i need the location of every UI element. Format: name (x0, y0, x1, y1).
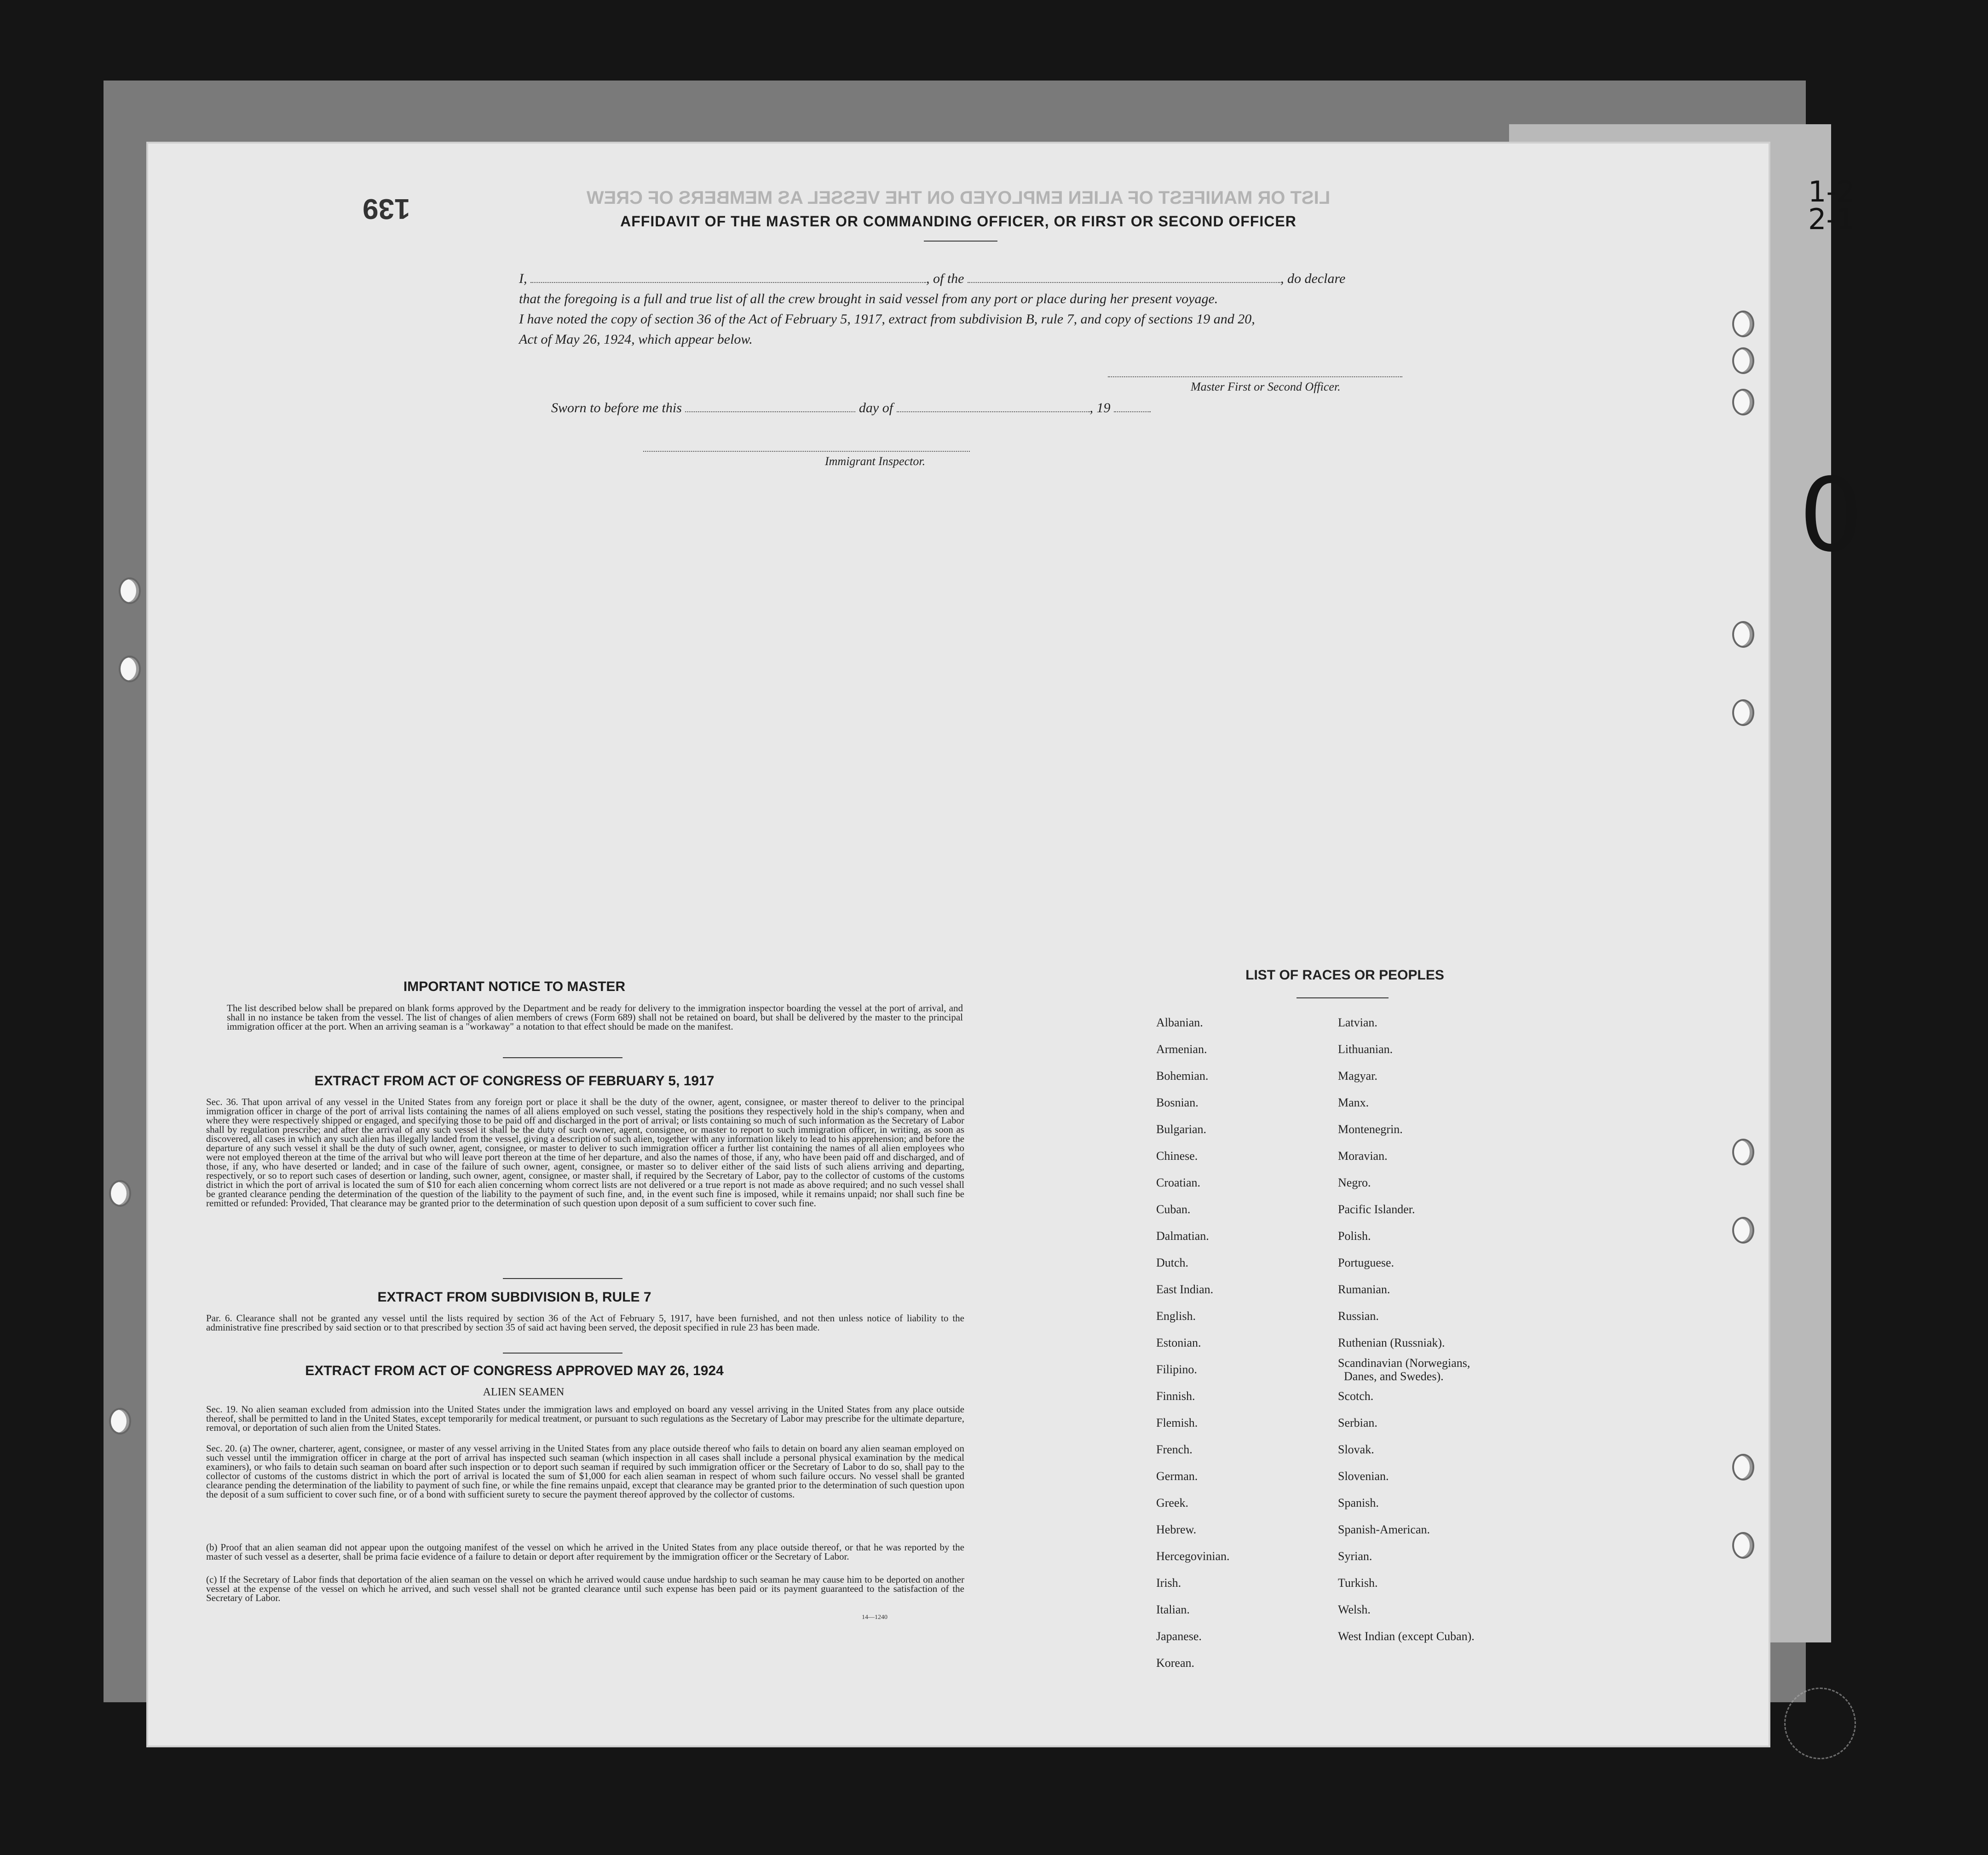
act-1917-title: EXTRACT FROM ACT OF CONGRESS OF FEBRUARY 5, 1917 (314, 1073, 715, 1089)
binder-hole (1732, 1217, 1754, 1244)
sworn-year: , 19 (1089, 400, 1111, 415)
act-1924-title: EXTRACT FROM ACT OF CONGRESS APPROVED MAY 26, 1924 (305, 1363, 724, 1378)
sworn-line (551, 400, 1151, 416)
sec-19-text: Sec. 19. No alien seaman excluded from admission into the United States under the immigration laws and employed on board any vessel arriving in the United States from any place outside thereof, shall be permitted to land in the United States, except temporarily for medical treatment, or pursuant to such regulations as the Secretary of Labor may prescribe for the ultimate departure, removal, or deportation of such alien from the United States. (206, 1404, 964, 1433)
race-item: West Indian (except Cuban). (1338, 1630, 1475, 1643)
sworn-year-blank[interactable] (1114, 402, 1151, 412)
handwritten-number-2: 2-1 (1808, 202, 1855, 236)
notice-text: The list described below shall be prepared on blank forms approved by the Department and be ready for delivery to the immigration inspector boarding the vessel at the port of arrival, and shall in no instance be taken from the vessel. The list of changes of alien members of crews (Form 689) shall not be retained on board, but shall be delivered by the master to the principal immigration officer at the port. When an arriving seaman is a "workaway" a notation to that effect should be made on the manifest. (227, 1002, 963, 1032)
handwritten-zero: 0 (1799, 456, 1863, 574)
binder-hole (1732, 347, 1754, 374)
rule-7-text: Par. 6. Clearance shall not be granted any vessel until the lists required by section 36 of the Act of February 5, 1917, have been furnished, and not then unless notice of liability to the administrative fine prescribed by said section or to that prescribed by section 35 of said act having been served, the deposit specified in rule 23 has been made. (206, 1313, 964, 1333)
races-title: LIST OF RACES OR PEOPLES (1245, 968, 1444, 983)
affidavit-title: AFFIDAVIT OF THE MASTER OR COMMANDING OFFICER, OR FIRST OR SECOND OFFICER (620, 213, 1297, 230)
race-item: Filipino. (1156, 1363, 1197, 1376)
race-item: Ruthenian (Russniak). (1338, 1336, 1445, 1349)
race-item: Hebrew. (1156, 1523, 1197, 1536)
notice-title: IMPORTANT NOTICE TO MASTER (403, 979, 626, 994)
race-item: Scotch. (1338, 1389, 1374, 1403)
master-signature-label: Master First or Second Officer. (1191, 380, 1341, 393)
race-item: Estonian. (1156, 1336, 1201, 1349)
race-item: Chinese. (1156, 1149, 1198, 1163)
inspector-label: Immigrant Inspector. (825, 455, 926, 468)
race-item: East Indian. (1156, 1283, 1214, 1296)
binder-hole (1732, 1532, 1754, 1559)
race-item: Slovenian. (1338, 1469, 1389, 1483)
race-item: Russian. (1338, 1309, 1379, 1323)
race-item: Croatian. (1156, 1176, 1201, 1189)
race-item: Albanian. (1156, 1016, 1203, 1029)
race-item: Finnish. (1156, 1389, 1195, 1403)
binder-hole (119, 656, 141, 682)
vessel-blank[interactable] (968, 273, 1280, 283)
affidavit-text-i: I, (519, 271, 527, 286)
sec-20c-text: (c) If the Secretary of Labor finds that deportation of the alien seaman on the vessel on which he arrived would cause undue hardship to such seaman he may cause him to be deported on another vessel at the expense of the vessel on which he arrived, and such vessel shall not be granted clearance until such expense has been paid or its payment guaranteed to the satisfaction of the Secretary of Labor. (206, 1574, 964, 1603)
race-item: Pacific Islander. (1338, 1203, 1415, 1216)
race-item: Syrian. (1338, 1550, 1372, 1563)
race-item: Rumanian. (1338, 1283, 1390, 1296)
page-number: 139 (363, 193, 410, 225)
race-item: Serbian. (1338, 1416, 1377, 1429)
sworn-day-of: day of (859, 400, 893, 415)
rule-7-title: EXTRACT FROM SUBDIVISION B, RULE 7 (377, 1290, 651, 1305)
affidavit-body (519, 269, 1577, 350)
race-item: Latvian. (1338, 1016, 1377, 1029)
bleedthrough-header: LIST OR MANIFEST OF ALIEN EMPLOYED ON THE VESSEL AS MEMBERS OF CREW (586, 188, 1331, 208)
race-item: Turkish. (1338, 1576, 1378, 1590)
binder-hole (109, 1180, 131, 1207)
act-1917-divider (503, 1278, 622, 1279)
affidavit-line-2: that the foregoing is a full and true list of all the crew brought in said vessel from any port or place during her present voyage. (519, 291, 1218, 306)
inspector-signature-line[interactable] (643, 451, 970, 452)
race-item: Korean. (1156, 1656, 1195, 1670)
binder-hole (1732, 699, 1754, 726)
race-item: German. (1156, 1469, 1198, 1483)
document-page (146, 142, 1770, 1747)
race-item: Dutch. (1156, 1256, 1189, 1269)
sworn-day-blank[interactable] (685, 402, 855, 412)
faint-stamp (1784, 1688, 1856, 1759)
handwritten-number-1: 1-2 (1808, 175, 1855, 208)
race-item: Scandinavian (Norwegians, Danes, and Swedes). (1338, 1356, 1470, 1383)
binder-hole (1732, 1139, 1754, 1165)
race-item: English. (1156, 1309, 1196, 1323)
binder-hole (119, 577, 141, 604)
race-item: Negro. (1338, 1176, 1371, 1189)
race-item: Moravian. (1338, 1149, 1388, 1163)
race-item: Portuguese. (1338, 1256, 1394, 1269)
races-column-1 (1156, 1009, 1230, 1676)
act-1917-text: Sec. 36. That upon arrival of any vessel in the United States from any foreign port or place it shall be the duty of the owner, agent, consignee, or master thereof to deliver to the principal immigration officer in charge of the port of arrival lists containing the names of all aliens employed on such vessel, stating the positions they respectively hold in the ship's company, when and where they were respectively shipped or engaged, and specifying those to be paid off and discharged in the port of arrival; or lists containing so much of such information as the Secretary of Labor shall by regulation prescribe; and after the arrival of any such vessel it shall be the duty of such owner, agent, consignee, or master to report to such immigration officer, in writing, as soon as discovered, all cases in which any such alien has illegally landed from the vessel, giving a description of such alien, together with any information likely to lead to his apprehension; and before the departure of any such vessel it shall be the duty of such owner, agent, consignee, or master to deliver to such immigration officer a further list containing the names of all alien employees who were not employed thereon at the time of the arrival but who will leave port thereon at the time of her departure, and also the names of those, if any, who have been paid off and discharged, and of those, if any, who have deserted or landed; and in case of the failure of such owner, agent, consignee, or master so to deliver either of the said lists of such aliens arriving and departing, respectively, or so to report such cases of desertion or landing, such owner, agent, consignee, or master shall, if required by the Secretary of Labor, pay to the collector of customs of the customs district in which the port of arrival is located the sum of $10 for each alien concerning whom correct lists are not delivered or a true report is not made as above required; and no such vessel shall be granted clearance pending the determination of the question of the liability to the payment of such fine, and, in the event such fine is imposed, while it remains unpaid; nor shall such fine be remitted or refunded: Provided, That clearance may be granted prior to the determination of such question upon deposit of a sum sufficient to cover such fine. (206, 1096, 964, 1209)
affidavit-line-1 (519, 269, 1577, 289)
act-1924-subtitle: ALIEN SEAMEN (483, 1386, 565, 1398)
race-item: Japanese. (1156, 1630, 1202, 1643)
race-item: Dalmatian. (1156, 1229, 1209, 1243)
race-item: Bulgarian. (1156, 1123, 1207, 1136)
affidavit-line-4: Act of May 26, 1924, which appear below. (519, 332, 753, 347)
race-item: Polish. (1338, 1229, 1371, 1243)
race-item: Bohemian. (1156, 1069, 1209, 1083)
race-item: Greek. (1156, 1496, 1189, 1509)
affidavit-text-of-the: , of the (926, 271, 964, 286)
affidavit-text-declare: , do declare (1280, 271, 1346, 286)
race-item: Slovak. (1338, 1443, 1374, 1456)
race-item: French. (1156, 1443, 1193, 1456)
race-item: Manx. (1338, 1096, 1369, 1109)
race-item: Spanish. (1338, 1496, 1379, 1509)
sec-20b-text: (b) Proof that an alien seaman did not appear upon the outgoing manifest of the vessel on which he arrived in the United States from any place outside thereof, or that he was reported by the master of such vessel as a deserter, shall be prima facie evidence of a failure to detain or deport after requirement by the immigration officer or the Secretary of Labor. (206, 1542, 964, 1562)
race-item: Montenegrin. (1338, 1123, 1403, 1136)
sworn-text: Sworn to before me this (551, 400, 682, 415)
name-blank[interactable] (530, 273, 926, 283)
master-signature-line[interactable] (1108, 376, 1402, 377)
race-item: Lithuanian. (1338, 1043, 1393, 1056)
sec-20a-text: Sec. 20. (a) The owner, charterer, agent, consignee, or master of any vessel arriving in the United States from any place outside thereof who fails to detain on board any alien seaman employed on such vessel until the immigration officer in charge at the port of arrival has inspected such seaman (which inspection in all cases shall include a personal physical examination by the medical examiners), or who fails to detain such seaman on board after such inspection or to deport such seaman if required by such immigration officer or the Secretary of Labor to do so, shall pay to the collector of customs of the customs district in which the port of arrival is located the sum of $1,000 for each alien seaman in respect of whom such failure occurs. No vessel shall be granted clearance pending the determination of the liability to payment of such fine, or while the fine remains unpaid, except that clearance may be granted prior to the determination of such question upon the deposit of a sum sufficient to cover such fine, or of a bond with sufficient surety to secure the payment thereof approved by the collector of customs. (206, 1443, 964, 1500)
binder-hole (1732, 389, 1754, 415)
race-item: Italian. (1156, 1603, 1190, 1616)
rule-7-divider (503, 1353, 622, 1354)
binder-hole (1732, 311, 1754, 337)
affidavit-line-3: I have noted the copy of section 36 of the Act of February 5, 1917, extract from subdivision B, rule 7, and copy of sections 19 and 20, (519, 311, 1255, 327)
race-item: Magyar. (1338, 1069, 1377, 1083)
race-item: Cuban. (1156, 1203, 1191, 1216)
race-item: Hercegovinian. (1156, 1550, 1230, 1563)
sworn-month-blank[interactable] (897, 402, 1090, 412)
binder-hole (1732, 1454, 1754, 1481)
races-divider (1297, 997, 1389, 998)
race-item: Bosnian. (1156, 1096, 1199, 1109)
race-item: Spanish-American. (1338, 1523, 1430, 1536)
race-item: Armenian. (1156, 1043, 1207, 1056)
binder-hole (109, 1408, 131, 1434)
race-item: Flemish. (1156, 1416, 1198, 1429)
affidavit-divider (924, 241, 997, 242)
race-item: Welsh. (1338, 1603, 1371, 1616)
binder-hole (1732, 621, 1754, 648)
form-number: 14—1240 (862, 1614, 887, 1621)
race-item: Irish. (1156, 1576, 1181, 1590)
notice-divider (503, 1057, 622, 1058)
races-column-2 (1338, 1009, 1475, 1650)
